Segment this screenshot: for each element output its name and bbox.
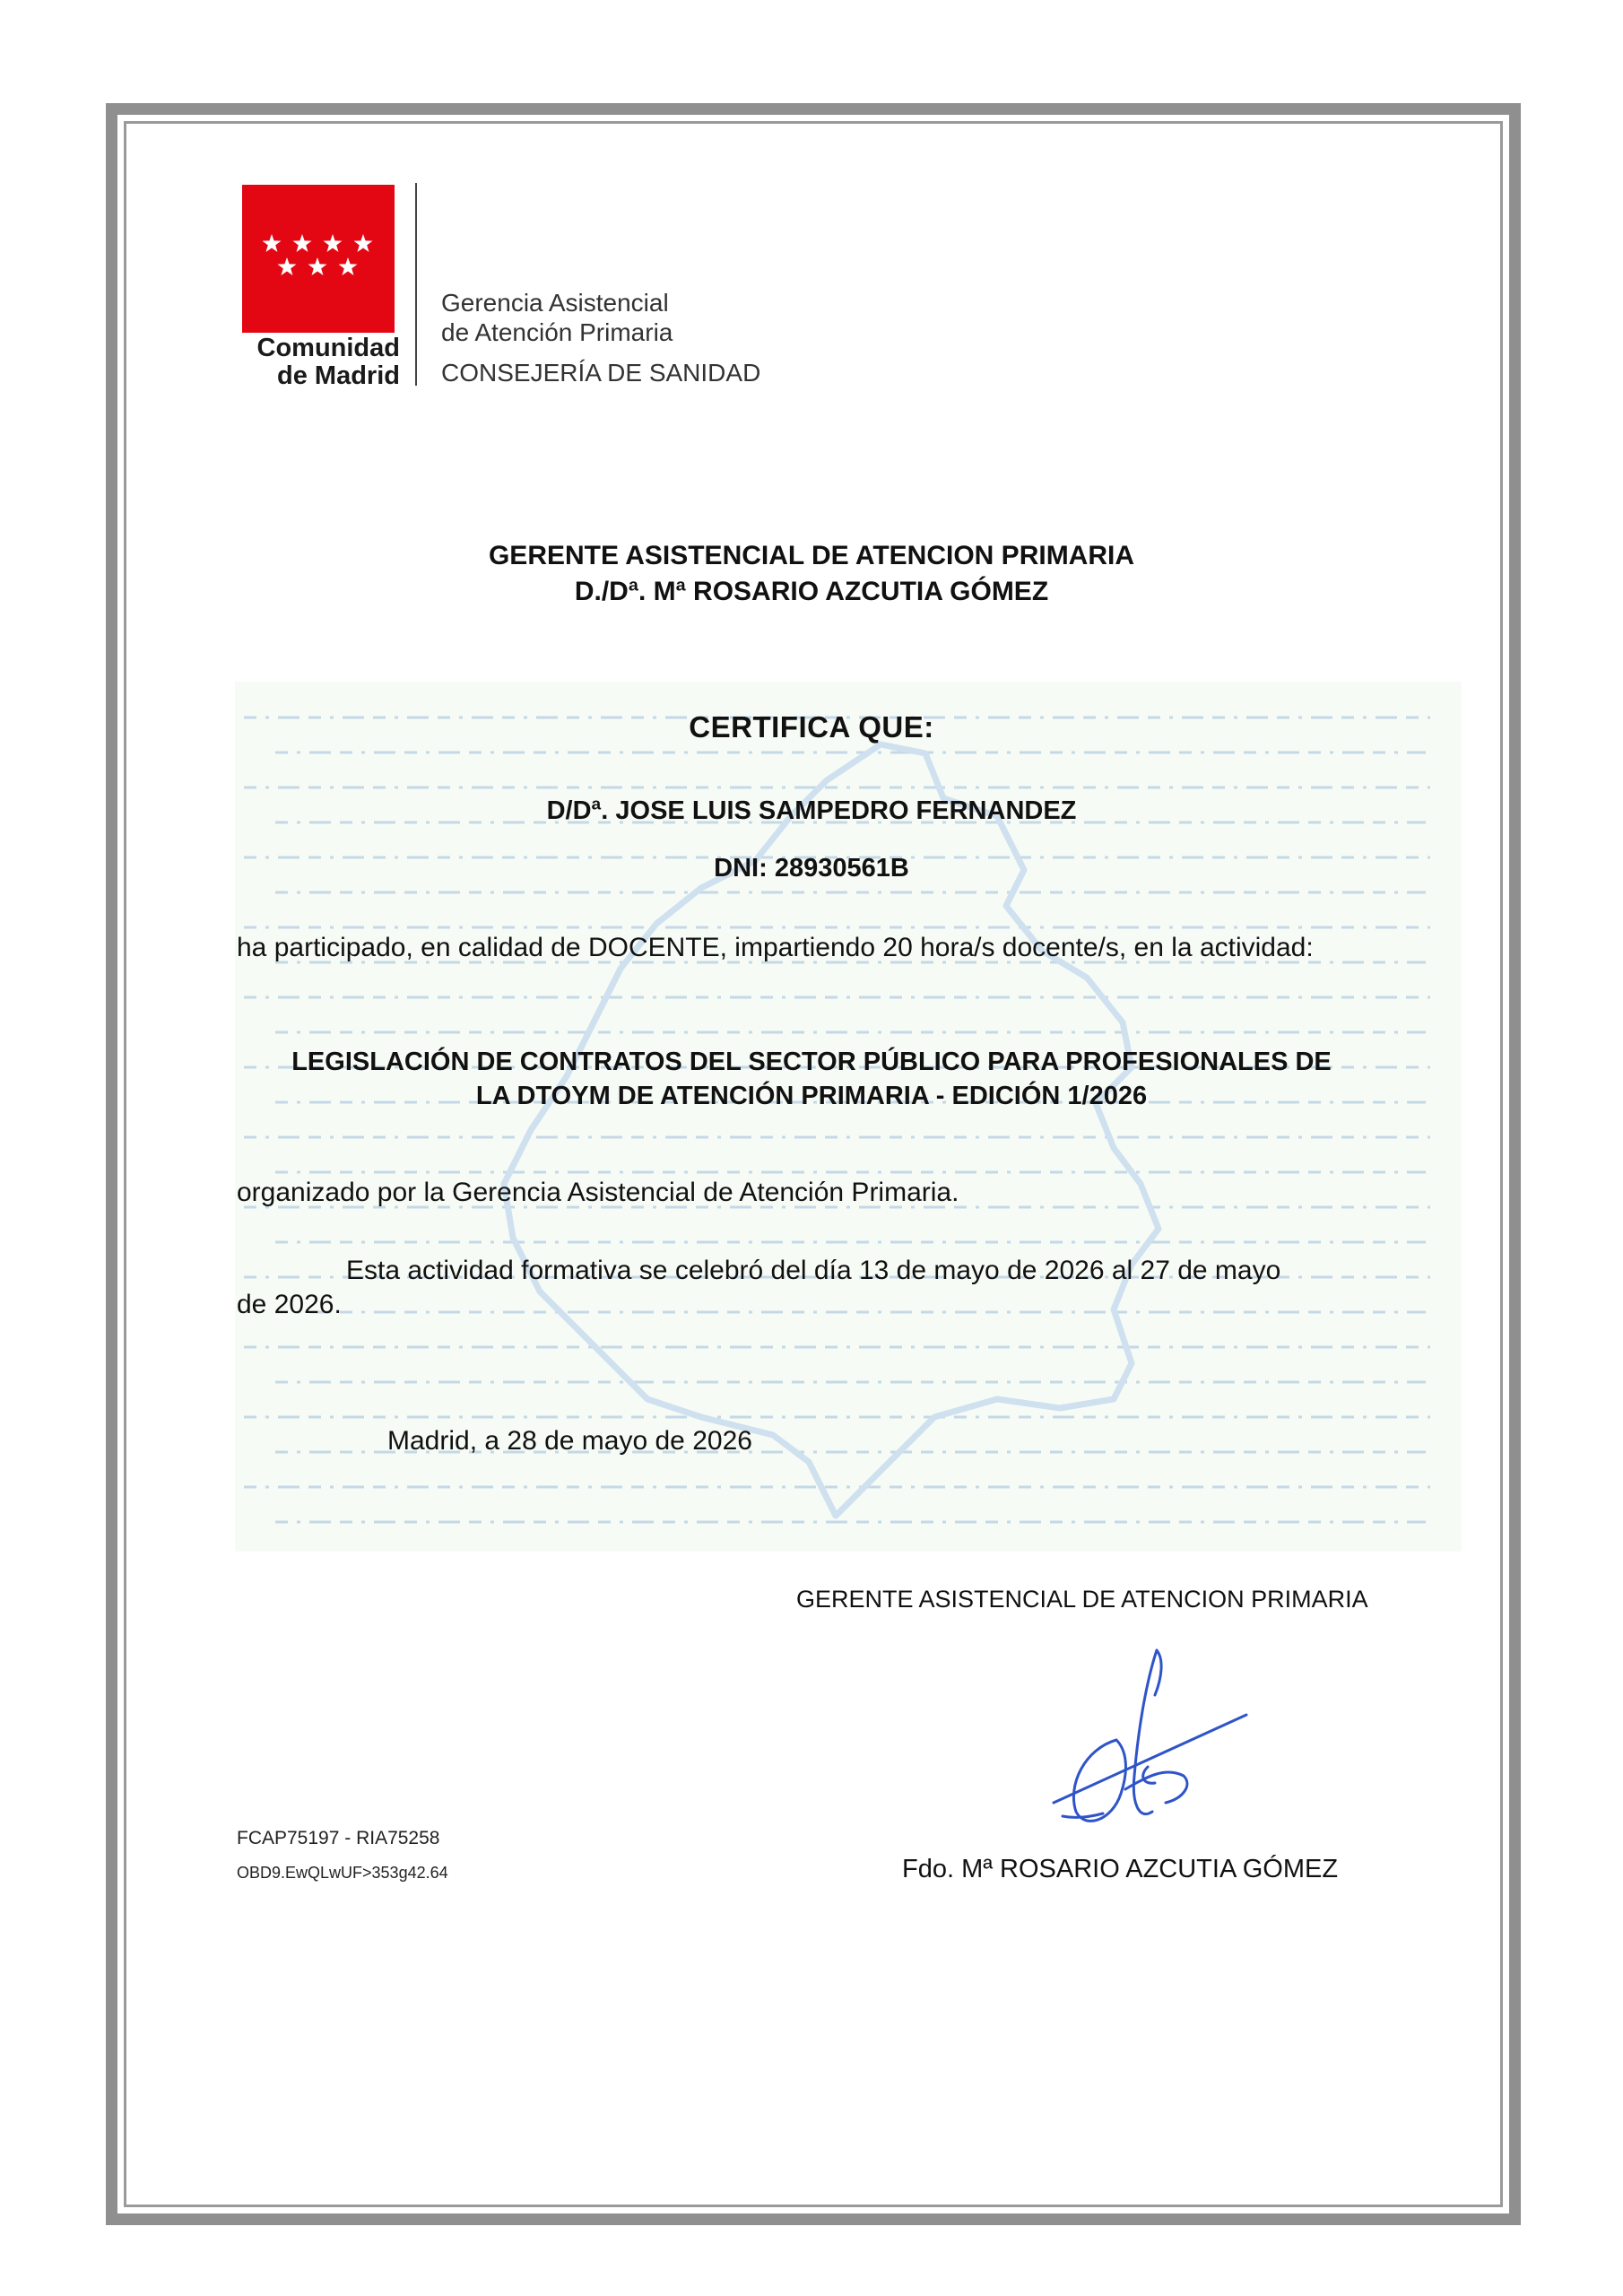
logo-divider xyxy=(415,183,417,386)
logo-text-line2: de Madrid xyxy=(277,361,400,390)
comunidad-madrid-logo xyxy=(242,185,395,333)
logo-text-line1: Comunidad xyxy=(256,334,400,362)
organizer-text: organizado por la Gerencia Asistencial de Atención Primaria. xyxy=(237,1178,959,1207)
place-date: Madrid, a 28 de mayo de 2026 xyxy=(387,1426,752,1456)
seven-stars-icon xyxy=(242,185,395,333)
handwritten-signature xyxy=(1049,1641,1264,1839)
activity-title-line1: LEGISLACIÓN DE CONTRATOS DEL SECTOR PÚBLICO PARA PROFESIONALES DE xyxy=(291,1048,1332,1076)
signatory-title: GERENTE ASISTENCIAL DE ATENCION PRIMARIA xyxy=(796,1586,1368,1613)
header-title: GERENTE ASISTENCIAL DE ATENCION PRIMARIA xyxy=(488,541,1135,570)
dates-text-line2: de 2026. xyxy=(237,1290,342,1319)
org-name-line1: Gerencia Asistencial xyxy=(441,289,669,317)
activity-title-line2: LA DTOYM DE ATENCIÓN PRIMARIA - EDICIÓN 1/2026 xyxy=(475,1082,1148,1110)
org-department: CONSEJERÍA DE SANIDAD xyxy=(441,359,761,387)
org-name-line2: de Atención Primaria xyxy=(441,318,673,346)
dates-text-line1: Esta actividad formativa se celebró del día 13 de mayo de 2026 al 27 de mayo xyxy=(346,1256,1281,1285)
recipient-name: D/Dª. JOSE LUIS SAMPEDRO FERNANDEZ xyxy=(546,796,1077,825)
footer-code-1: FCAP75197 - RIA75258 xyxy=(237,1828,440,1848)
certify-heading: CERTIFICA QUE: xyxy=(689,710,934,744)
recipient-dni: DNI: 28930561B xyxy=(714,854,909,883)
footer-code-2: OBD9.EwQLwUF>353g42.64 xyxy=(237,1864,448,1882)
signed-by: Fdo. Mª ROSARIO AZCUTIA GÓMEZ xyxy=(902,1855,1339,1883)
participation-text: ha participado, en calidad de DOCENTE, impartiendo 20 hora/s docente/s, en la actividad: xyxy=(237,933,1314,962)
header-signatory: D./Dª. Mª ROSARIO AZCUTIA GÓMEZ xyxy=(574,577,1049,606)
